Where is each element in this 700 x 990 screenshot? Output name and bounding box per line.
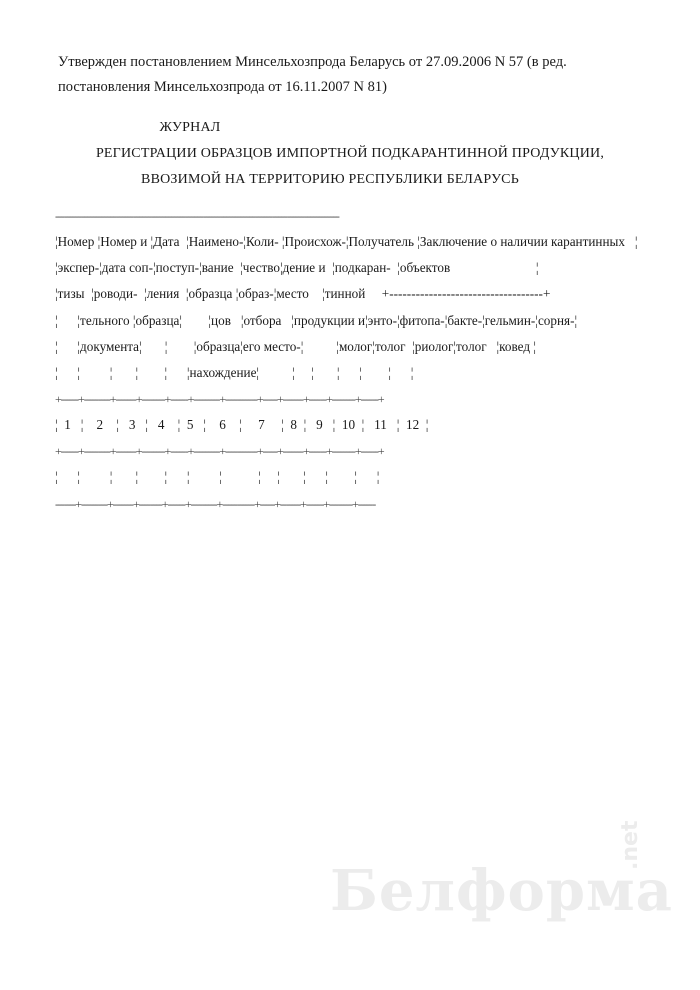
journal-table [55, 203, 638, 517]
table-separator: +------+---------+-------+--------+------+---------+-----------+-----+-------+------+--------+------+ [55, 444, 384, 459]
approval-note: Утвержден постановлением Минсельхозпрода Беларусь от 27.09.2006 N 57 (в ред. постановления Минсельхозпрода от 16.11.2007 N 81) [58, 54, 567, 95]
table-header-row: ¦тизы ¦роводи- ¦ления ¦образца ¦образ-¦место ¦тинной +-----------------------------------+ [55, 286, 551, 302]
table-column-numbers-row: ¦ 1 ¦ 2 ¦ 3 ¦ 4 ¦ 5 ¦ 6 ¦ 7 ¦ 8 ¦ 9 ¦ 10 ¦ 11 ¦ 12 ¦ [55, 417, 429, 433]
table-header-row: ¦Номер ¦Номер и ¦Дата ¦Наимено-¦Коли- ¦Происхож-¦Получатель ¦Заключение о наличии карантинных ¦ [55, 234, 638, 250]
table-separator: +------+---------+-------+--------+------+---------+-----------+-----+-------+------+--------+------+ [55, 391, 384, 406]
table-header-row: ¦ ¦документа¦ ¦ ¦образца¦его место-¦ ¦молог¦толог ¦риолог¦толог ¦ковед ¦ [55, 338, 536, 354]
table-header-row: ¦ ¦тельного ¦образца¦ ¦цов ¦отбора ¦продукции и¦энто-¦фитопа-¦бакте-¦гельмин-¦сорня-¦ [55, 312, 578, 328]
journal-subtitle-line-2: ВВОЗИМОЙ НА ТЕРРИТОРИЮ РЕСПУБЛИКИ БЕЛАРУСЬ [141, 172, 519, 187]
journal-title: ЖУРНАЛ [159, 120, 221, 135]
table-header-row: ¦экспер-¦дата соп-¦поступ-¦вание ¦чество¦дение и ¦подкаран- ¦объектов ¦ [55, 260, 539, 276]
journal-subtitle-line-1: РЕГИСТРАЦИИ ОБРАЗЦОВ ИМПОРТНОЙ ПОДКАРАНТИННОЙ ПРОДУКЦИИ, [95, 146, 605, 161]
watermark-domain: .net [618, 820, 643, 870]
table-bottom-rule: -------+---------+-------+--------+------+---------+-----------+-----+-------+------+--------+------ [55, 496, 376, 511]
watermark-brand: Белформа [330, 858, 673, 924]
table-top-rule: -------------------------------------------------------------------------------------------------- [55, 209, 339, 223]
table-header-row: ¦ ¦ ¦ ¦ ¦ ¦нахождение¦ ¦ ¦ ¦ ¦ ¦ ¦ [55, 364, 414, 380]
table-empty-row: ¦ ¦ ¦ ¦ ¦ ¦ ¦ ¦ ¦ ¦ ¦ ¦ ¦ [55, 469, 380, 485]
